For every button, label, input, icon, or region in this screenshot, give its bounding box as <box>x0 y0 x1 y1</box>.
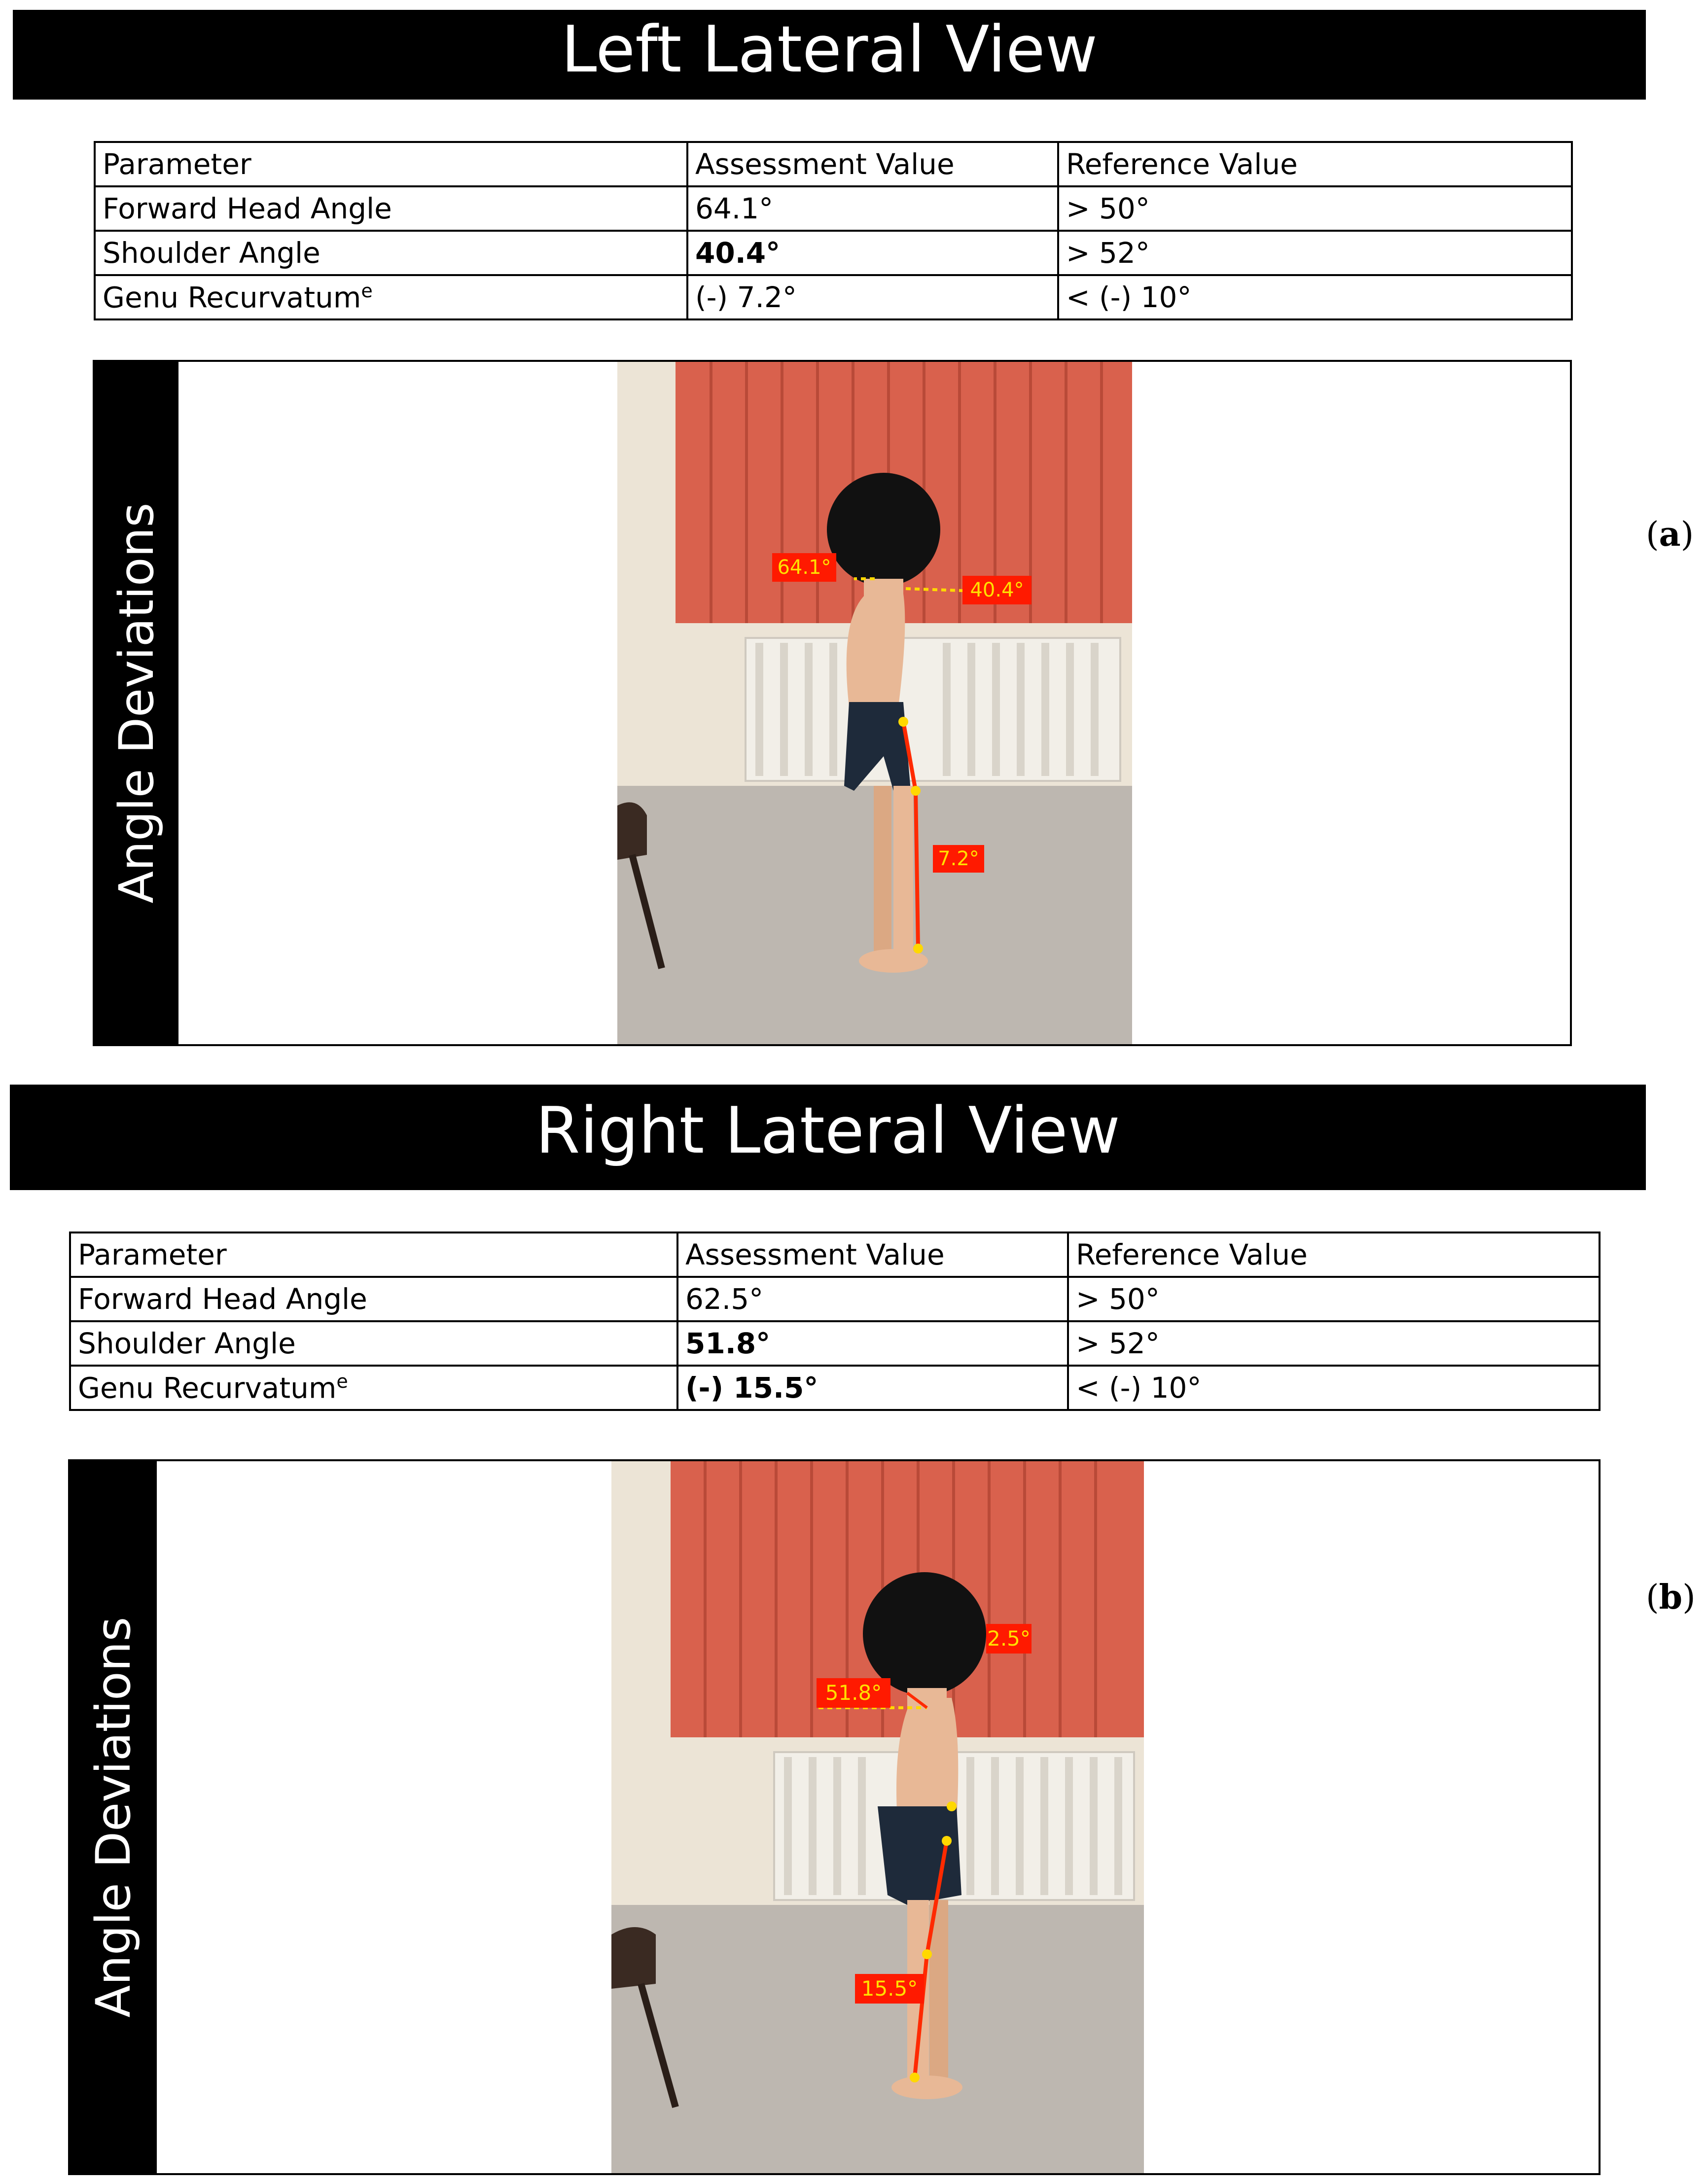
banner-title: Right Lateral View <box>535 1093 1120 1168</box>
parameter-text: Genu Recurvatum <box>103 281 361 315</box>
sidebar-angle-deviations <box>95 362 178 1044</box>
banner-left-lateral-view <box>13 10 1646 100</box>
parameter-table-b <box>69 1232 1601 1411</box>
header-assessment-value: Assessment Value <box>687 142 1058 186</box>
header-reference-value: Reference Value <box>1058 142 1572 186</box>
overlay-label: 15.5° <box>861 1976 918 2001</box>
overlay-label: 64.1° <box>777 556 831 579</box>
posture-photo-right <box>611 1461 1144 2173</box>
header-parameter: Parameter <box>95 142 687 186</box>
angle-deviations-panel-b <box>68 1459 1601 2175</box>
header-assessment-value: Assessment Value <box>677 1232 1068 1277</box>
sidebar-label: Angle Deviations <box>86 1617 141 2018</box>
row-assessment-value: 64.1° <box>687 186 1058 231</box>
row-assessment-value: (-) 7.2° <box>687 275 1058 319</box>
table-row <box>70 1321 1600 1366</box>
row-parameter: Forward Head Angle <box>95 186 687 231</box>
row-assessment-value: 51.8° <box>677 1321 1068 1366</box>
sidebar-angle-deviations <box>70 1461 157 2173</box>
angle-deviations-panel-a <box>93 360 1572 1046</box>
table-header-row <box>70 1232 1600 1277</box>
table-row <box>70 1366 1600 1410</box>
parameter-table-a <box>94 141 1573 320</box>
parameter-text: Genu Recurvatum <box>78 1371 337 1405</box>
row-reference-value: > 50° <box>1068 1277 1600 1321</box>
row-parameter: Shoulder Angle <box>95 231 687 275</box>
parameter-superscript: e <box>336 1371 348 1393</box>
parameter-superscript: e <box>361 280 373 302</box>
header-reference-value: Reference Value <box>1068 1232 1600 1277</box>
overlay-label: 2.5° <box>987 1626 1031 1651</box>
row-parameter <box>70 1366 677 1410</box>
table-row <box>95 186 1572 231</box>
overlay-label: 51.8° <box>825 1681 882 1705</box>
panel-label-b: (b) <box>1646 1578 1696 1617</box>
banner-title: Left Lateral View <box>561 12 1098 87</box>
posture-photo-left <box>617 362 1132 1044</box>
table-row <box>95 231 1572 275</box>
row-assessment-value: (-) 15.5° <box>677 1366 1068 1410</box>
row-reference-value: > 52° <box>1058 231 1572 275</box>
panel-label-a: (a) <box>1646 515 1694 554</box>
row-reference-value: > 52° <box>1068 1321 1600 1366</box>
row-parameter <box>95 275 687 319</box>
sidebar-label: Angle Deviations <box>109 502 164 904</box>
row-reference-value: > 50° <box>1058 186 1572 231</box>
overlay-label: 7.2° <box>938 847 979 870</box>
table-row <box>95 275 1572 319</box>
table-row <box>70 1277 1600 1321</box>
row-parameter: Shoulder Angle <box>70 1321 677 1366</box>
row-assessment-value: 40.4° <box>687 231 1058 275</box>
banner-right-lateral-view <box>10 1085 1646 1190</box>
row-assessment-value: 62.5° <box>677 1277 1068 1321</box>
row-parameter: Forward Head Angle <box>70 1277 677 1321</box>
row-reference-value: < (-) 10° <box>1068 1366 1600 1410</box>
header-parameter: Parameter <box>70 1232 677 1277</box>
overlay-label: 40.4° <box>970 579 1024 601</box>
row-reference-value: < (-) 10° <box>1058 275 1572 319</box>
table-header-row <box>95 142 1572 186</box>
